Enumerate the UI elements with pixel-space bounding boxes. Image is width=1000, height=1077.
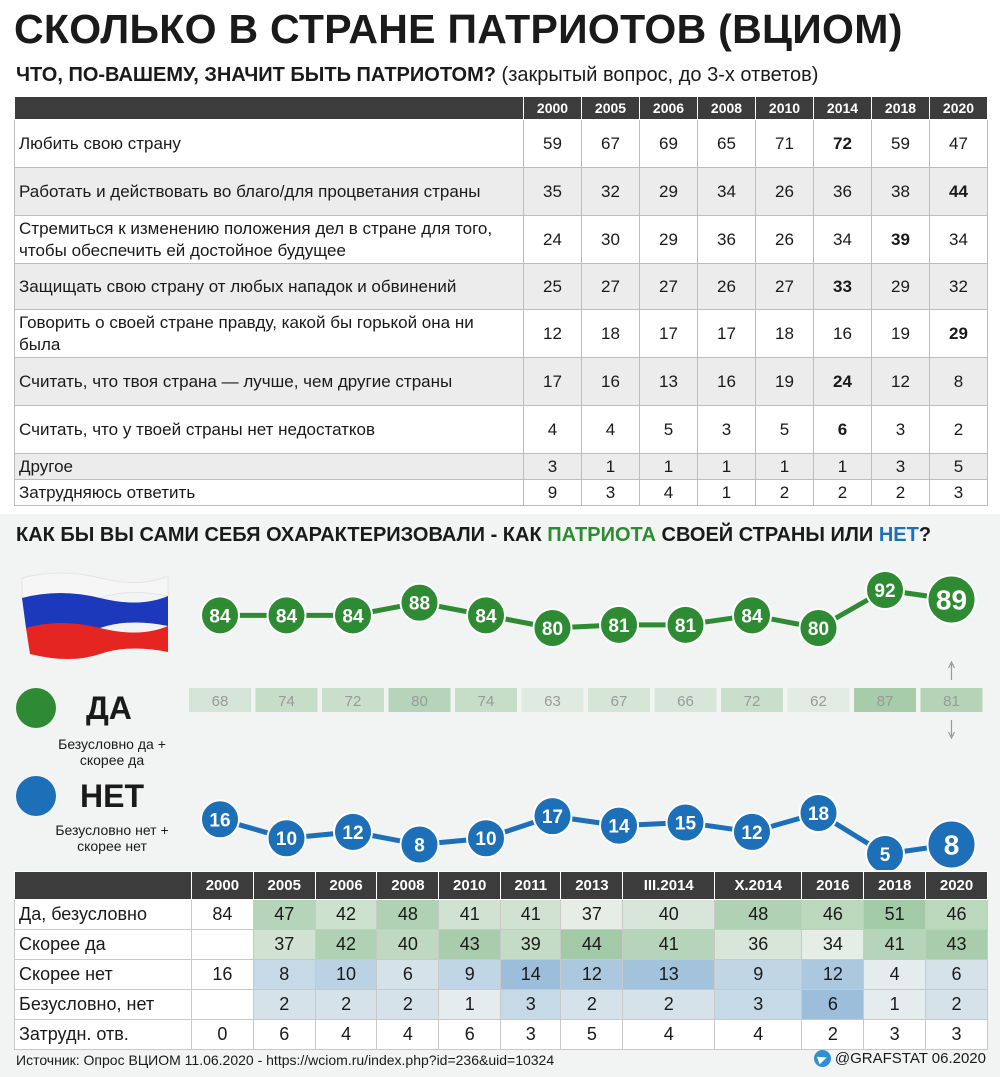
- cell-value: 41: [623, 930, 715, 960]
- no-point-label: 10: [275, 829, 298, 851]
- cell-value: 1: [698, 454, 756, 480]
- cell-value: 6: [439, 1020, 501, 1050]
- cell-value: 41: [864, 930, 926, 960]
- year-header: 2020: [930, 97, 988, 120]
- yes-legend-dot: [16, 688, 56, 728]
- cell-value: 12: [561, 960, 623, 990]
- table-row: [15, 960, 988, 990]
- cell-value: 3: [926, 1020, 988, 1050]
- year-header: 2010: [756, 97, 814, 120]
- yes-point-label: 80: [807, 619, 830, 640]
- cell-value: 2: [926, 990, 988, 1020]
- cell-value: 47: [930, 120, 988, 168]
- no-point-label: 5: [879, 845, 891, 866]
- cell-value: 6: [802, 990, 864, 1020]
- cell-value: 32: [582, 168, 640, 216]
- cell-value: 3: [582, 480, 640, 506]
- cell-value: 4: [315, 1020, 377, 1050]
- no-legend-sub: Безусловно нет + скорее нет: [55, 822, 169, 854]
- no-point-label: 8: [414, 835, 425, 857]
- cell-value: 34: [802, 930, 864, 960]
- patriot-meaning-table: [14, 96, 988, 506]
- no-point-label: 16: [209, 810, 231, 832]
- yes-point-label: 92: [874, 581, 896, 602]
- no-point-label: 18: [807, 804, 830, 825]
- strip-value: 81: [943, 693, 960, 710]
- table-row: [15, 168, 988, 216]
- no-point-label: 17: [541, 807, 564, 829]
- strip-value: 80: [411, 693, 428, 710]
- cell-value: 30: [582, 216, 640, 264]
- cell-value: 2: [802, 1020, 864, 1050]
- telegram-icon: [814, 1050, 831, 1067]
- cell-value: 29: [872, 264, 930, 310]
- row-label: Любить свою страну: [15, 120, 524, 168]
- cell-value: 67: [582, 120, 640, 168]
- year-header: X.2014: [715, 872, 802, 900]
- year-header: 2010: [439, 872, 501, 900]
- cell-value: 26: [756, 168, 814, 216]
- cell-value: 36: [814, 168, 872, 216]
- russian-flag-icon: [22, 573, 168, 659]
- question-2-text-b: СВОЕЙ СТРАНЫ ИЛИ: [655, 524, 879, 546]
- cell-value: 13: [623, 960, 715, 990]
- cell-value: 35: [524, 168, 582, 216]
- cell-value: 19: [756, 358, 814, 406]
- cell-value: 24: [524, 216, 582, 264]
- cell-value: 3: [501, 1020, 561, 1050]
- cell-value: 48: [715, 900, 802, 930]
- year-header: III.2014: [623, 872, 715, 900]
- year-header: 2018: [864, 872, 926, 900]
- cell-value: 37: [561, 900, 623, 930]
- row-label: Работать и действовать во благо/для процветания страны: [15, 168, 524, 216]
- no-point-label: 14: [608, 816, 630, 838]
- cell-value: 34: [698, 168, 756, 216]
- cell-value: 43: [439, 930, 501, 960]
- cell-value: 44: [930, 168, 988, 216]
- cell-value: 3: [872, 406, 930, 454]
- cell-value: 6: [814, 406, 872, 454]
- no-legend-label: НЕТ: [80, 778, 144, 814]
- cell-value: 69: [640, 120, 698, 168]
- up-arrow-icon: [949, 662, 955, 680]
- cell-value: 32: [930, 264, 988, 310]
- cell-value: 4: [582, 406, 640, 454]
- source-note: Источник: Опрос ВЦИОМ 11.06.2020 - https://wciom.ru/index.php?id=236&uid=10324: [16, 1052, 555, 1068]
- yes-point-label: 84: [275, 606, 298, 628]
- strip-value: 72: [743, 693, 761, 710]
- cell-value: 36: [715, 930, 802, 960]
- strip-value: 66: [677, 693, 694, 710]
- cell-value: 59: [524, 120, 582, 168]
- cell-value: 12: [802, 960, 864, 990]
- year-header: 2016: [802, 872, 864, 900]
- cell-value: 4: [623, 1020, 715, 1050]
- row-label: Скорее да: [15, 930, 192, 960]
- table-row: [15, 1020, 988, 1050]
- cell-value: 6: [926, 960, 988, 990]
- strip-value: 87: [876, 693, 894, 710]
- cell-value: 3: [864, 1020, 926, 1050]
- cell-value: 8: [930, 358, 988, 406]
- table-row: [15, 310, 988, 358]
- row-label: Говорить о своей стране правду, какой бы горькой она ни была: [15, 310, 524, 358]
- cell-value: 18: [756, 310, 814, 358]
- strip-value: 74: [477, 693, 495, 710]
- yes-legend-sub: Безусловно да + скорее да: [58, 736, 166, 768]
- cell-value: 2: [561, 990, 623, 1020]
- yes-point-label: 88: [408, 593, 431, 615]
- cell-value: 37: [253, 930, 315, 960]
- cell-value: 2: [756, 480, 814, 506]
- credit: [814, 1050, 986, 1067]
- cell-value: 2: [315, 990, 377, 1020]
- cell-value: 1: [698, 480, 756, 506]
- cell-value: 27: [582, 264, 640, 310]
- cell-value: 17: [524, 358, 582, 406]
- table-row: [15, 454, 988, 480]
- cell-value: 34: [930, 216, 988, 264]
- cell-value: 4: [640, 480, 698, 506]
- yes-point-label: 80: [541, 619, 564, 640]
- cell-value: 44: [561, 930, 623, 960]
- cell-value: 19: [872, 310, 930, 358]
- table-row: [15, 990, 988, 1020]
- cell-value: 84: [192, 900, 254, 930]
- credit-text: @GRAFSTAT 06.2020: [834, 1050, 986, 1067]
- cell-value: 1: [640, 454, 698, 480]
- year-header: 2008: [377, 872, 439, 900]
- cell-value: 9: [715, 960, 802, 990]
- question-2-patriot: ПАТРИОТА: [547, 524, 656, 546]
- cell-value: 18: [582, 310, 640, 358]
- row-label: Стремиться к изменению положения дел в стране для того, чтобы обеспечить ей достойное будущее: [15, 216, 524, 264]
- cell-value: 27: [640, 264, 698, 310]
- cell-value: 5: [561, 1020, 623, 1050]
- cell-value: 16: [582, 358, 640, 406]
- yes-point-label: 84: [342, 606, 364, 628]
- cell-value: 25: [524, 264, 582, 310]
- cell-value: 12: [524, 310, 582, 358]
- cell-value: 6: [253, 1020, 315, 1050]
- row-label: Считать, что у твоей страны нет недостатков: [15, 406, 524, 454]
- year-header: 2018: [872, 97, 930, 120]
- cell-value: 46: [926, 900, 988, 930]
- cell-value: [192, 990, 254, 1020]
- no-point-label: 12: [342, 822, 364, 844]
- strip-value: 63: [544, 693, 561, 710]
- yes-point-label: 81: [608, 615, 630, 637]
- question-1: [16, 64, 818, 87]
- cell-value: 5: [640, 406, 698, 454]
- question-1-note: (закрытый вопрос, до 3-х ответов): [501, 64, 819, 86]
- cell-value: 39: [501, 930, 561, 960]
- cell-value: 3: [501, 990, 561, 1020]
- year-header: 2013: [561, 872, 623, 900]
- yes-point-label: 89: [935, 584, 968, 616]
- cell-value: 38: [872, 168, 930, 216]
- row-label: Да, безусловно: [15, 900, 192, 930]
- cell-value: 42: [315, 900, 377, 930]
- cell-value: 36: [698, 216, 756, 264]
- yes-point-label: 84: [209, 606, 231, 628]
- cell-value: 5: [930, 454, 988, 480]
- cell-value: 2: [930, 406, 988, 454]
- cell-value: 2: [814, 480, 872, 506]
- row-label: Считать, что твоя страна — лучше, чем другие страны: [15, 358, 524, 406]
- cell-value: 2: [623, 990, 715, 1020]
- cell-value: 48: [377, 900, 439, 930]
- cell-value: 13: [640, 358, 698, 406]
- cell-value: [192, 930, 254, 960]
- cell-value: 26: [756, 216, 814, 264]
- year-header: 2008: [698, 97, 756, 120]
- cell-value: 27: [756, 264, 814, 310]
- cell-value: 9: [524, 480, 582, 506]
- cell-value: 33: [814, 264, 872, 310]
- yes-legend-label: ДА: [86, 690, 132, 726]
- cell-value: 4: [524, 406, 582, 454]
- cell-value: 9: [439, 960, 501, 990]
- strip-value: 67: [610, 693, 628, 710]
- cell-value: 51: [864, 900, 926, 930]
- table-row: [15, 406, 988, 454]
- cell-value: 12: [872, 358, 930, 406]
- cell-value: 65: [698, 120, 756, 168]
- table-header-blank: [15, 97, 524, 120]
- yes-point-label: 84: [475, 606, 497, 628]
- question-2-no: НЕТ: [878, 524, 919, 546]
- cell-value: 2: [377, 990, 439, 1020]
- yes-line: [220, 590, 952, 628]
- cell-value: 47: [253, 900, 315, 930]
- cell-value: 39: [872, 216, 930, 264]
- year-header: 2000: [524, 97, 582, 120]
- row-label: Затрудн. отв.: [15, 1020, 192, 1050]
- cell-value: 71: [756, 120, 814, 168]
- cell-value: 59: [872, 120, 930, 168]
- cell-value: 3: [930, 480, 988, 506]
- year-header: 2006: [640, 97, 698, 120]
- cell-value: 3: [698, 406, 756, 454]
- cell-value: 2: [253, 990, 315, 1020]
- row-label: Скорее нет: [15, 960, 192, 990]
- strip-value: 62: [810, 693, 827, 710]
- cell-value: 42: [315, 930, 377, 960]
- row-label: Защищать свою страну от любых нападок и обвинений: [15, 264, 524, 310]
- page-title: СКОЛЬКО В СТРАНЕ ПАТРИОТОВ (ВЦИОМ): [14, 6, 903, 52]
- year-header: 2000: [192, 872, 254, 900]
- table-row: [15, 264, 988, 310]
- row-label: Безусловно, нет: [15, 990, 192, 1020]
- cell-value: 72: [814, 120, 872, 168]
- cell-value: 17: [698, 310, 756, 358]
- cell-value: 4: [864, 960, 926, 990]
- cell-value: 4: [715, 1020, 802, 1050]
- cell-value: 34: [814, 216, 872, 264]
- row-label: Другое: [15, 454, 524, 480]
- cell-value: 3: [872, 454, 930, 480]
- no-point-label: 12: [741, 822, 763, 844]
- question-1-text: ЧТО, ПО-ВАШЕМУ, ЗНАЧИТ БЫТЬ ПАТРИОТОМ?: [16, 64, 496, 86]
- cell-value: 43: [926, 930, 988, 960]
- cell-value: 16: [814, 310, 872, 358]
- year-header: 2020: [926, 872, 988, 900]
- cell-value: 8: [253, 960, 315, 990]
- cell-value: 29: [930, 310, 988, 358]
- table-row: [15, 930, 988, 960]
- self-assessment-table: [14, 871, 988, 1050]
- no-point-label: 15: [674, 813, 697, 835]
- row-label: Затрудняюсь ответить: [15, 480, 524, 506]
- cell-value: 1: [582, 454, 640, 480]
- table-row: [15, 216, 988, 264]
- question-2: [16, 524, 931, 547]
- cell-value: 3: [524, 454, 582, 480]
- cell-value: 1: [756, 454, 814, 480]
- strip-value: 74: [278, 693, 295, 710]
- no-point-label: 8: [943, 829, 960, 861]
- year-header: 2006: [315, 872, 377, 900]
- year-header: 2014: [814, 97, 872, 120]
- cell-value: 41: [501, 900, 561, 930]
- yes-point-label: 84: [741, 606, 763, 628]
- cell-value: 2: [872, 480, 930, 506]
- strip-value: 72: [344, 693, 362, 710]
- cell-value: 40: [623, 900, 715, 930]
- cell-value: 5: [756, 406, 814, 454]
- cell-value: 10: [315, 960, 377, 990]
- cell-value: 16: [192, 960, 254, 990]
- year-header: 2011: [501, 872, 561, 900]
- cell-value: 40: [377, 930, 439, 960]
- strip-value: 68: [211, 693, 229, 710]
- cell-value: 29: [640, 168, 698, 216]
- no-line: [220, 813, 952, 854]
- cell-value: 1: [439, 990, 501, 1020]
- cell-value: 26: [698, 264, 756, 310]
- cell-value: 46: [802, 900, 864, 930]
- table-row: [15, 120, 988, 168]
- table-header-blank: [15, 872, 192, 900]
- table-row: [15, 358, 988, 406]
- table-row: [15, 900, 988, 930]
- cell-value: 16: [698, 358, 756, 406]
- cell-value: 4: [377, 1020, 439, 1050]
- cell-value: 6: [377, 960, 439, 990]
- table-row: [15, 480, 988, 506]
- down-arrow-icon: [949, 720, 955, 738]
- year-header: 2005: [253, 872, 315, 900]
- cell-value: 0: [192, 1020, 254, 1050]
- cell-value: 29: [640, 216, 698, 264]
- cell-value: 24: [814, 358, 872, 406]
- yes-point-label: 81: [674, 615, 697, 637]
- question-2-text-a: КАК БЫ ВЫ САМИ СЕБЯ ОХАРАКТЕРИЗОВАЛИ - КАК: [16, 524, 548, 546]
- cell-value: 17: [640, 310, 698, 358]
- no-legend-dot: [16, 776, 56, 816]
- cell-value: 14: [501, 960, 561, 990]
- cell-value: 3: [715, 990, 802, 1020]
- cell-value: 1: [864, 990, 926, 1020]
- cell-value: 41: [439, 900, 501, 930]
- cell-value: 1: [814, 454, 872, 480]
- no-point-label: 10: [475, 829, 497, 851]
- question-2-text-c: ?: [918, 524, 932, 546]
- year-header: 2005: [582, 97, 640, 120]
